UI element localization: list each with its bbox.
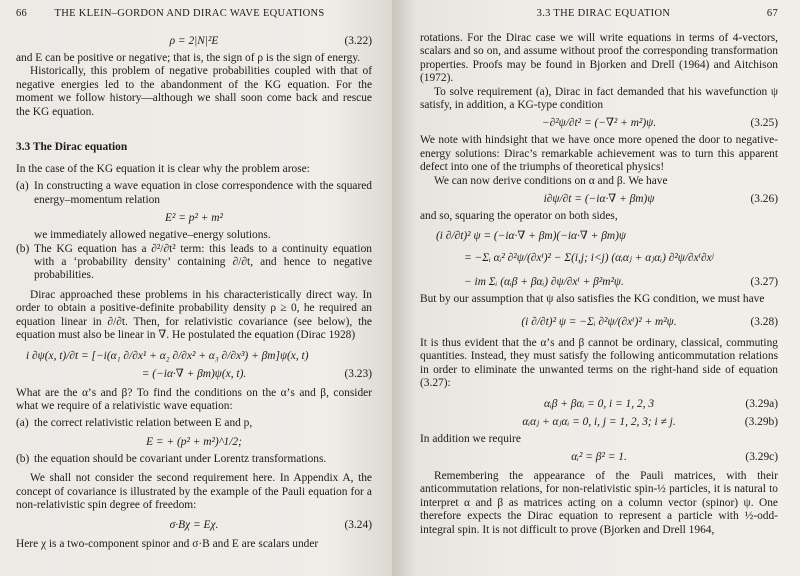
- paragraph: and E can be positive or negative; that is, the sign of ρ is the sign of energy.: [16, 52, 361, 64]
- equation-expr: (i ∂/∂t)² ψ = −Σᵢ ∂²ψ/(∂xⁱ)² + m²ψ.: [521, 315, 677, 328]
- equation-expr: αᵢαⱼ + αⱼαᵢ = 0, i, j = 1, 2, 3; i ≠ j.: [522, 415, 676, 428]
- left-page: [0, 0, 392, 576]
- equation-dirac-line1: i ∂ψ(x, t)/∂t = [−i(α₁ ∂/∂x¹ + α₂ ∂/∂x² + α₃ ∂/∂x³) + βm]ψ(x, t): [26, 349, 309, 362]
- running-head: 3.3 THE DIRAC EQUATION: [536, 8, 671, 19]
- paragraph: Dirac approached these problems in his characteristically direct way. In order to obtain a positive-definite probability density ρ ≥ 0, he required an equation linear in ∂/∂t. Then, for relativistic covariance (see below), the equation must also be linear in ∇. He postulated the equation (Dirac 1928): [16, 288, 372, 342]
- equation-number: (3.26): [750, 193, 778, 206]
- page-number: 66: [16, 8, 28, 19]
- equation-number: (3.28): [750, 315, 778, 328]
- equation-number: (3.25): [750, 117, 778, 130]
- equation-3-29a: [420, 397, 778, 411]
- item-text: the equation should be covariant under Lorentz transformations.: [34, 452, 327, 465]
- equation-3-25: [420, 116, 778, 130]
- item-text: The KG equation has a ∂²/∂t² term: this leads to a continuity equation with a ‘probability density’ containing ∂/∂t, and hence to negative probabilities.: [34, 242, 372, 282]
- left-header: [16, 0, 372, 28]
- equation-expr: − im Σᵢ (αᵢβ + βαᵢ) ∂ψ/∂xⁱ + β²m²ψ.: [464, 276, 624, 289]
- section-title: 3.3 The Dirac equation: [16, 141, 128, 154]
- paragraph: We shall not consider the second requirement here. In Appendix A, the concept of covariance is illustrated by the example of the Pauli equation for a non-relativistic spin degree of freedom:: [16, 472, 372, 511]
- equation-3-22: [16, 34, 372, 48]
- right-page: [392, 0, 800, 576]
- item-label: (a): [16, 180, 29, 193]
- list-item: [16, 417, 372, 430]
- equation-number: (3.22): [344, 35, 372, 47]
- equation-expr: = (−iα·∇ + βm)ψ(x, t).: [141, 367, 247, 380]
- item-text: In constructing a wave equation in close correspondence with the squared energy–momentum relation: [34, 180, 372, 206]
- equation-3-27-line1: (i ∂/∂t)² ψ = (−iα·∇ + βm)(−iα·∇ + βm)ψ: [436, 230, 626, 243]
- item-label: (b): [16, 242, 30, 255]
- paragraph: In addition we require: [420, 432, 521, 445]
- list-item: [16, 243, 372, 283]
- equation-3-29b: [420, 415, 778, 429]
- item-label: (a): [16, 417, 29, 430]
- paragraph: But by our assumption that ψ also satisfies the KG condition, we must have: [420, 293, 765, 306]
- paragraph: It is thus evident that the α’s and β cannot be ordinary, classical, commuting quantities. Instead, they must satisfy the following anticommutation relations in order to eliminate the unwanted terms on the right-hand side of equation (3.27):: [420, 336, 778, 390]
- paragraph: Remembering the appearance of the Pauli matrices, with their anticommutation relations, for non-relativistic spin-½ particles, it is natural to interpret α and β as matrices acting on a column vector (spinor) ψ. One therefore expects the Dirac equation to represent a particle with ½-odd-integral spin. It is not difficult to prove (Bjorken and Drell 1964,: [420, 469, 778, 536]
- equation-energy-squared: E² = p² + m²: [165, 212, 223, 225]
- equation-expr: −∂²ψ/∂t² = (−∇² + m²)ψ.: [541, 117, 657, 130]
- equation-number: (3.24): [344, 519, 372, 532]
- equation-expr: σ·Bχ = Eχ.: [169, 519, 219, 532]
- list-item: [16, 180, 372, 207]
- paragraph: What are the α’s and β? To find the conditions on the α’s and β, consider what we require of a relativistic wave equation:: [16, 386, 372, 412]
- equation-expr: ρ = 2|N|²E: [169, 35, 219, 47]
- equation-number: (3.29c): [745, 450, 778, 463]
- paragraph: In the case of the KG equation it is clear why the problem arose:: [16, 163, 310, 176]
- paragraph: To solve requirement (a), Dirac in fact demanded that his wavefunction ψ satisfy, in addition, a KG-type condition: [420, 85, 778, 112]
- item-continuation: we immediately allowed negative–energy solutions.: [34, 229, 271, 242]
- equation-number: (3.23): [344, 367, 372, 380]
- equation-number: (3.27): [750, 276, 778, 289]
- equation-expr: αᵢ² = β² = 1.: [571, 450, 627, 463]
- equation-3-27: [420, 275, 778, 289]
- running-head: THE KLEIN–GORDON AND DIRAC WAVE EQUATIONS: [54, 8, 325, 19]
- equation-number: (3.29a): [745, 397, 778, 410]
- paragraph: rotations. For the Dirac case we will write equations in terms of 4-vectors, scalars and so on, and assume without proof the corresponding transformation properties. Proofs may be found in Bjorken and Drell (1964) and Aitchison (1972).: [420, 32, 778, 85]
- item-label: (b): [16, 452, 30, 465]
- paragraph: We can now derive conditions on α and β. We have: [434, 174, 668, 187]
- list-item: [16, 453, 372, 466]
- paragraph: and so, squaring the operator on both sides,: [420, 210, 618, 223]
- equation-expr: αᵢβ + βαᵢ = 0, i = 1, 2, 3: [543, 397, 655, 410]
- equation-number: (3.29b): [744, 415, 778, 428]
- paragraph: We note with hindsight that we have once more opened the door to negative-energy solutions: Dirac’s remarkable achievement was to turn this apparent defect into one of the triumphs of theoretical physics!: [420, 134, 778, 174]
- equation-expr: i∂ψ/∂t = (−iα·∇ + βm)ψ: [543, 193, 655, 206]
- paragraph: Historically, this problem of negative probabilities coupled with that of negative energies led to the abandonment of the KG equation. For the moment we follow history—although we shall soon come back and rescue the KG equation.: [16, 65, 372, 118]
- page-number: 67: [766, 8, 778, 19]
- right-header: [420, 0, 778, 28]
- paragraph: Here χ is a two-component spinor and σ·B and E are scalars under: [16, 538, 319, 551]
- item-text: the correct relativistic relation between E and p,: [34, 417, 253, 430]
- equation-3-29c: [420, 450, 778, 464]
- equation-3-24: [16, 518, 372, 532]
- equation-3-26: [420, 192, 778, 206]
- equation-energy: E = + (p² + m²)^1/2;: [146, 435, 242, 448]
- equation-3-23: [16, 367, 372, 381]
- equation-3-27-line2: = −Σᵢ αᵢ² ∂²ψ/(∂xⁱ)² − Σ(i,j; i<j) (αᵢαⱼ + αⱼαᵢ) ∂²ψ/∂xⁱ∂xʲ: [464, 252, 714, 265]
- equation-3-28: [420, 315, 778, 329]
